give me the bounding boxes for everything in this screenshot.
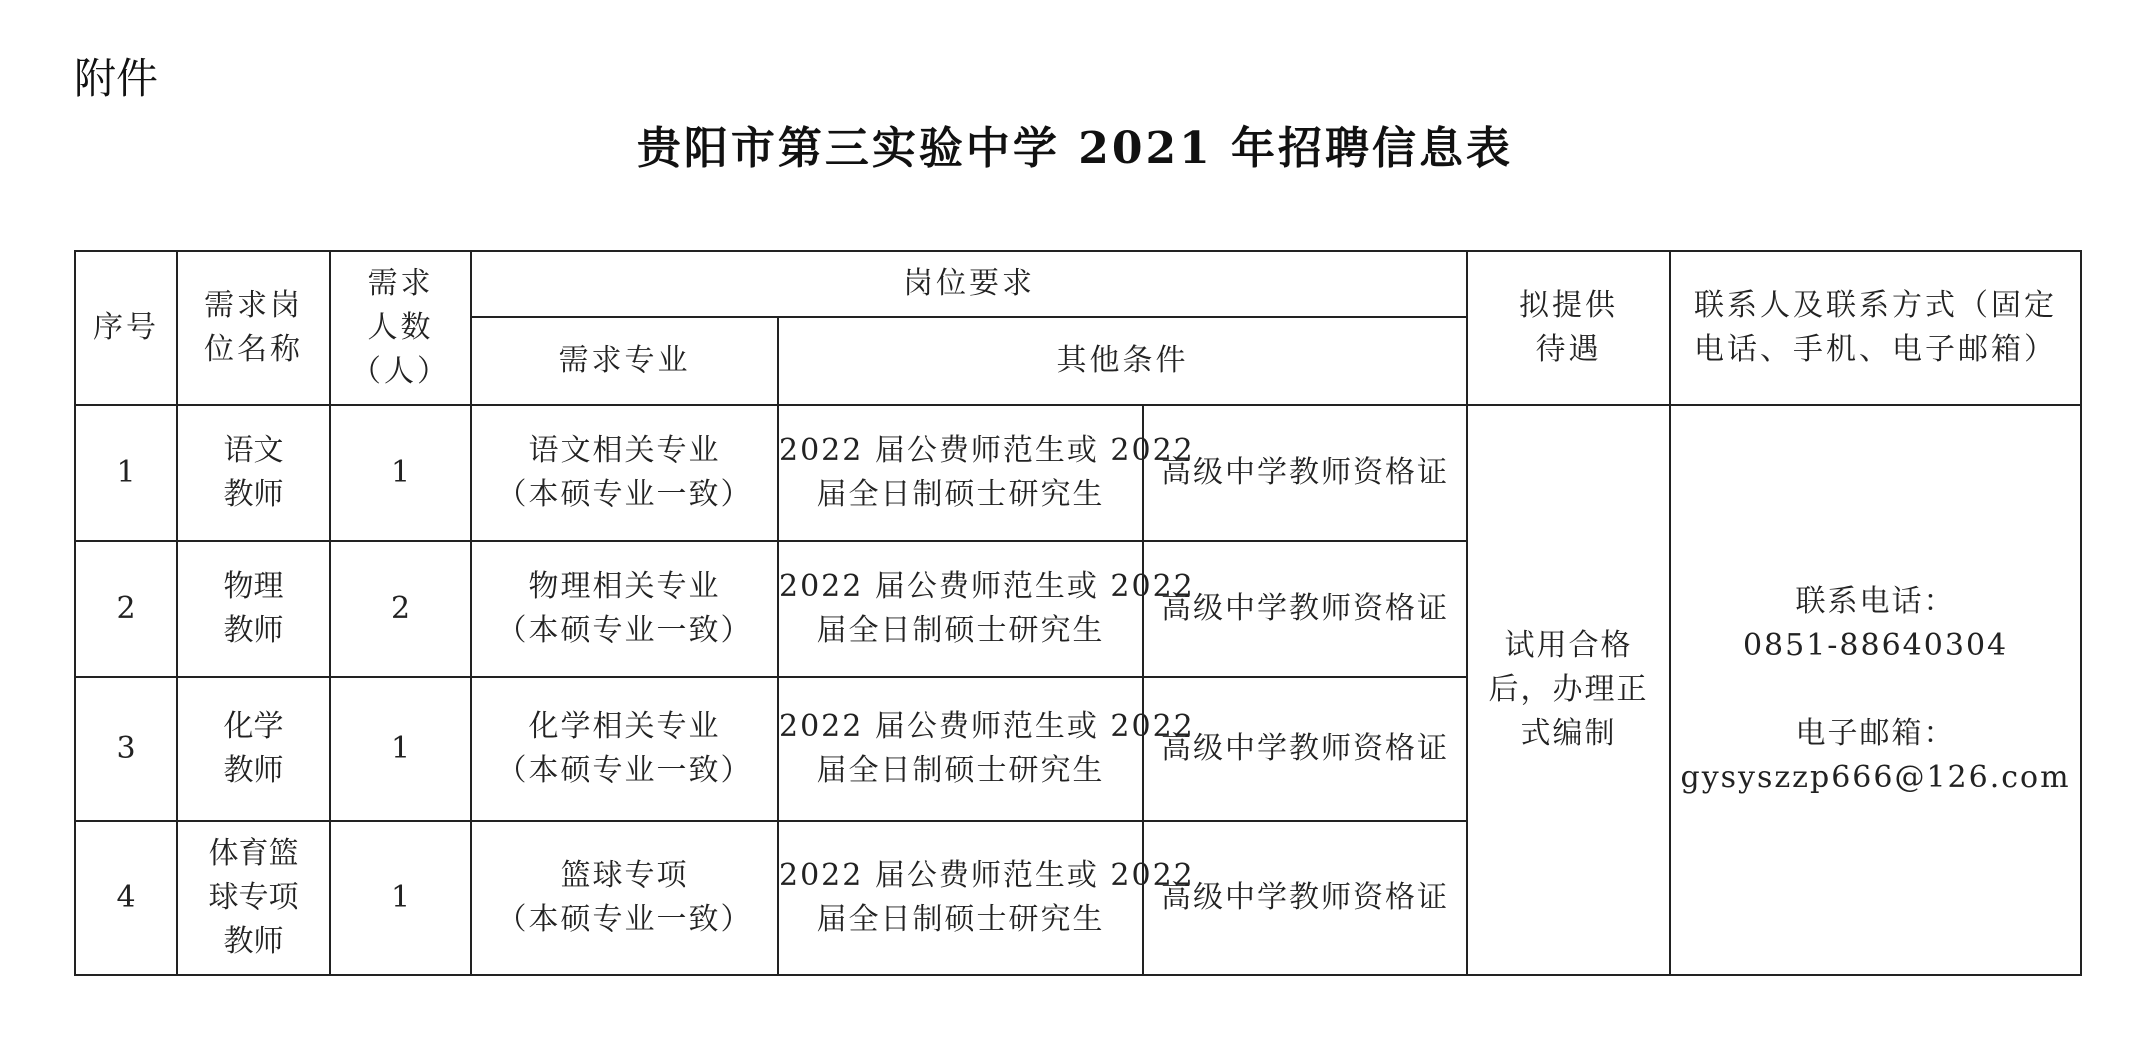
header-count-line: 人数 [367, 310, 434, 345]
page-title: 贵阳市第三实验中学 2021 年招聘信息表 [636, 123, 1514, 174]
row-major-line: （本硕专业一致） [496, 613, 753, 648]
header-position-line: 位名称 [204, 332, 303, 367]
header-other: 其他条件 [778, 317, 1467, 405]
header-position [177, 251, 330, 405]
header-contact-line: 电话、手机、电子邮箱） [1694, 332, 2058, 367]
header-count [330, 251, 471, 405]
contact-cell [1670, 405, 2081, 975]
row-qualification: 高级中学教师资格证 [1143, 821, 1467, 975]
header-contact-line: 联系人及联系方式（固定 [1694, 288, 2058, 323]
row-count: 1 [330, 405, 471, 541]
row-condition [778, 677, 1195, 821]
row-seq: 2 [75, 541, 177, 677]
header-requirements: 岗位要求 [471, 251, 1467, 317]
row-count: 1 [330, 677, 471, 821]
contact-phone-label: 联系电话： [1795, 584, 1956, 619]
row-position-line: 教师 [223, 924, 284, 959]
row-major-line: （本硕专业一致） [496, 477, 753, 512]
row-seq: 1 [75, 405, 177, 541]
row-condition-line: 届全日制硕士研究生 [816, 613, 1105, 648]
row-major-line: （本硕专业一致） [496, 753, 753, 788]
row-major [471, 405, 778, 541]
contact-phone: 0851-88640304 [1742, 628, 2009, 663]
row-position [177, 405, 330, 541]
row-qualification: 高级中学教师资格证 [1143, 405, 1467, 541]
row-seq: 3 [75, 677, 177, 821]
recruitment-table [74, 250, 2082, 976]
row-condition [778, 541, 1195, 677]
row-major [471, 541, 778, 677]
benefit-line: 试用合格 [1504, 628, 1633, 663]
row-major [471, 677, 778, 821]
header-benefit-line: 待遇 [1535, 332, 1602, 367]
header-count-line: 需求 [367, 266, 434, 301]
row-position [177, 677, 330, 821]
row-major-line: 篮球专项 [560, 858, 689, 893]
row-position [177, 821, 330, 975]
contact-email-label: 电子邮箱： [1795, 716, 1956, 751]
benefit-line: 式编制 [1520, 716, 1617, 751]
row-seq: 4 [75, 821, 177, 975]
row-count: 2 [330, 541, 471, 677]
row-major-line: （本硕专业一致） [496, 902, 753, 937]
row-position-line: 教师 [223, 753, 284, 788]
header-contact [1670, 251, 2081, 405]
row-condition-line: 届全日制硕士研究生 [816, 477, 1105, 512]
attachment-label: 附件 [74, 54, 159, 103]
header-position-line: 需求岗 [204, 288, 303, 323]
row-condition-line: 届全日制硕士研究生 [816, 753, 1105, 788]
header-major: 需求专业 [471, 317, 778, 405]
row-position-line: 化学 [223, 709, 284, 744]
row-condition-line: 2022 届公费师范生或 2022 [779, 858, 1195, 893]
row-position-line: 语文 [223, 433, 284, 468]
row-count: 1 [330, 821, 471, 975]
row-qualification: 高级中学教师资格证 [1143, 677, 1467, 821]
row-position-line: 球专项 [208, 880, 299, 915]
header-count-line: （人） [351, 354, 450, 389]
header-seq: 序号 [75, 251, 177, 405]
row-position-line: 体育篮 [208, 836, 299, 871]
row-position [177, 541, 330, 677]
row-major-line: 语文相关专业 [528, 433, 721, 468]
row-major-line: 物理相关专业 [528, 569, 721, 604]
benefit-line: 后，办理正 [1488, 672, 1649, 707]
row-condition [778, 821, 1195, 975]
row-major-line: 化学相关专业 [528, 709, 721, 744]
row-condition-line: 2022 届公费师范生或 2022 [779, 433, 1195, 468]
header-row-1 [75, 251, 2081, 317]
contact-email: gysyszzp666@126.com [1680, 760, 2071, 795]
row-condition-line: 届全日制硕士研究生 [816, 902, 1105, 937]
row-major [471, 821, 778, 975]
row-position-line: 教师 [223, 477, 284, 512]
row-condition-line: 2022 届公费师范生或 2022 [779, 569, 1195, 604]
table-row [75, 405, 2081, 541]
row-qualification: 高级中学教师资格证 [1143, 541, 1467, 677]
header-benefit-line: 拟提供 [1519, 288, 1619, 323]
header-benefit [1467, 251, 1670, 405]
row-position-line: 物理 [223, 569, 284, 604]
row-position-line: 教师 [223, 613, 284, 648]
row-condition-line: 2022 届公费师范生或 2022 [779, 709, 1195, 744]
row-condition [778, 405, 1195, 541]
benefit-cell [1467, 405, 1670, 975]
